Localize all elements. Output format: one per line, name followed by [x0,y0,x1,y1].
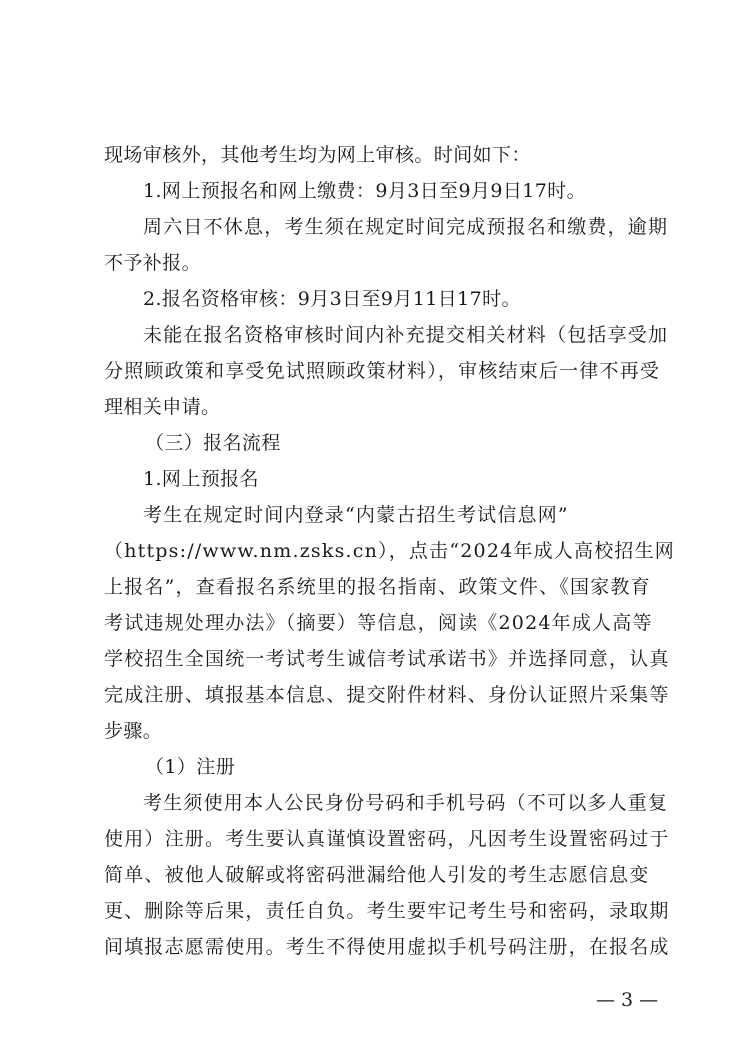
text-line-16: 完成注册、填报基本信息、提交附件材料、身份认证照片采集等 [104,684,670,706]
section-heading-registration-process: （三）报名流程 [145,432,281,454]
text-line-15: 学校招生全国统一考试考生诚信考试承诺书》并选择同意，认真 [104,648,670,670]
text-line-21: 简单、被他人破解或将密码泄漏给他人引发的考生志愿信息变 [104,864,650,886]
text-line-19: 考生须使用本人公民身份号码和手机号码（不可以多人重复 [143,792,669,814]
subsection-heading-register: （1）注册 [145,756,236,778]
text-line-6: 未能在报名资格审核时间内补充提交相关材料（包括享受加 [143,324,669,346]
page-number: — 3 — [596,989,659,1011]
text-line-14: 考试违规处理办法》（摘要）等信息，阅读《2024年成人高等 [104,612,653,634]
text-line-7: 分照顾政策和享受免试照顾政策材料），审核结束后一律不再受 [104,360,661,382]
text-line-4: 不予补报。 [104,252,202,274]
text-line-10: 1.网上预报名 [143,468,259,490]
text-line-12: （https://www.nm.zsks.cn），点击“2024年成人高校招生网 [104,540,676,562]
text-line-1: 现场审核外，其他考生均为网上审核。时间如下： [104,144,531,166]
text-line-8: 理相关申请。 [104,396,221,418]
text-line-3: 周六日不休息，考生须在规定时间完成预报名和缴费，逾期 [143,216,669,238]
text-line-5: 2.报名资格审核：9月3日至9月11日17时。 [143,288,521,310]
text-line-11: 考生在规定时间内登录“内蒙古招生考试信息网” [143,504,569,526]
text-line-17: 步骤。 [104,720,163,742]
text-line-22: 更、删除等后果，责任自负。考生要牢记考生号和密码，录取期 [104,900,670,922]
text-line-2: 1.网上预报名和网上缴费：9月3日至9月9日17时。 [143,180,587,202]
text-line-13: 上报名”，查看报名系统里的报名指南、政策文件、《国家教育 [104,576,651,598]
text-line-23: 间填报志愿需使用。考生不得使用虚拟手机号码注册，在报名成 [104,936,670,958]
text-line-20: 使用）注册。考生要认真谨慎设置密码，凡因考生设置密码过于 [104,828,670,850]
